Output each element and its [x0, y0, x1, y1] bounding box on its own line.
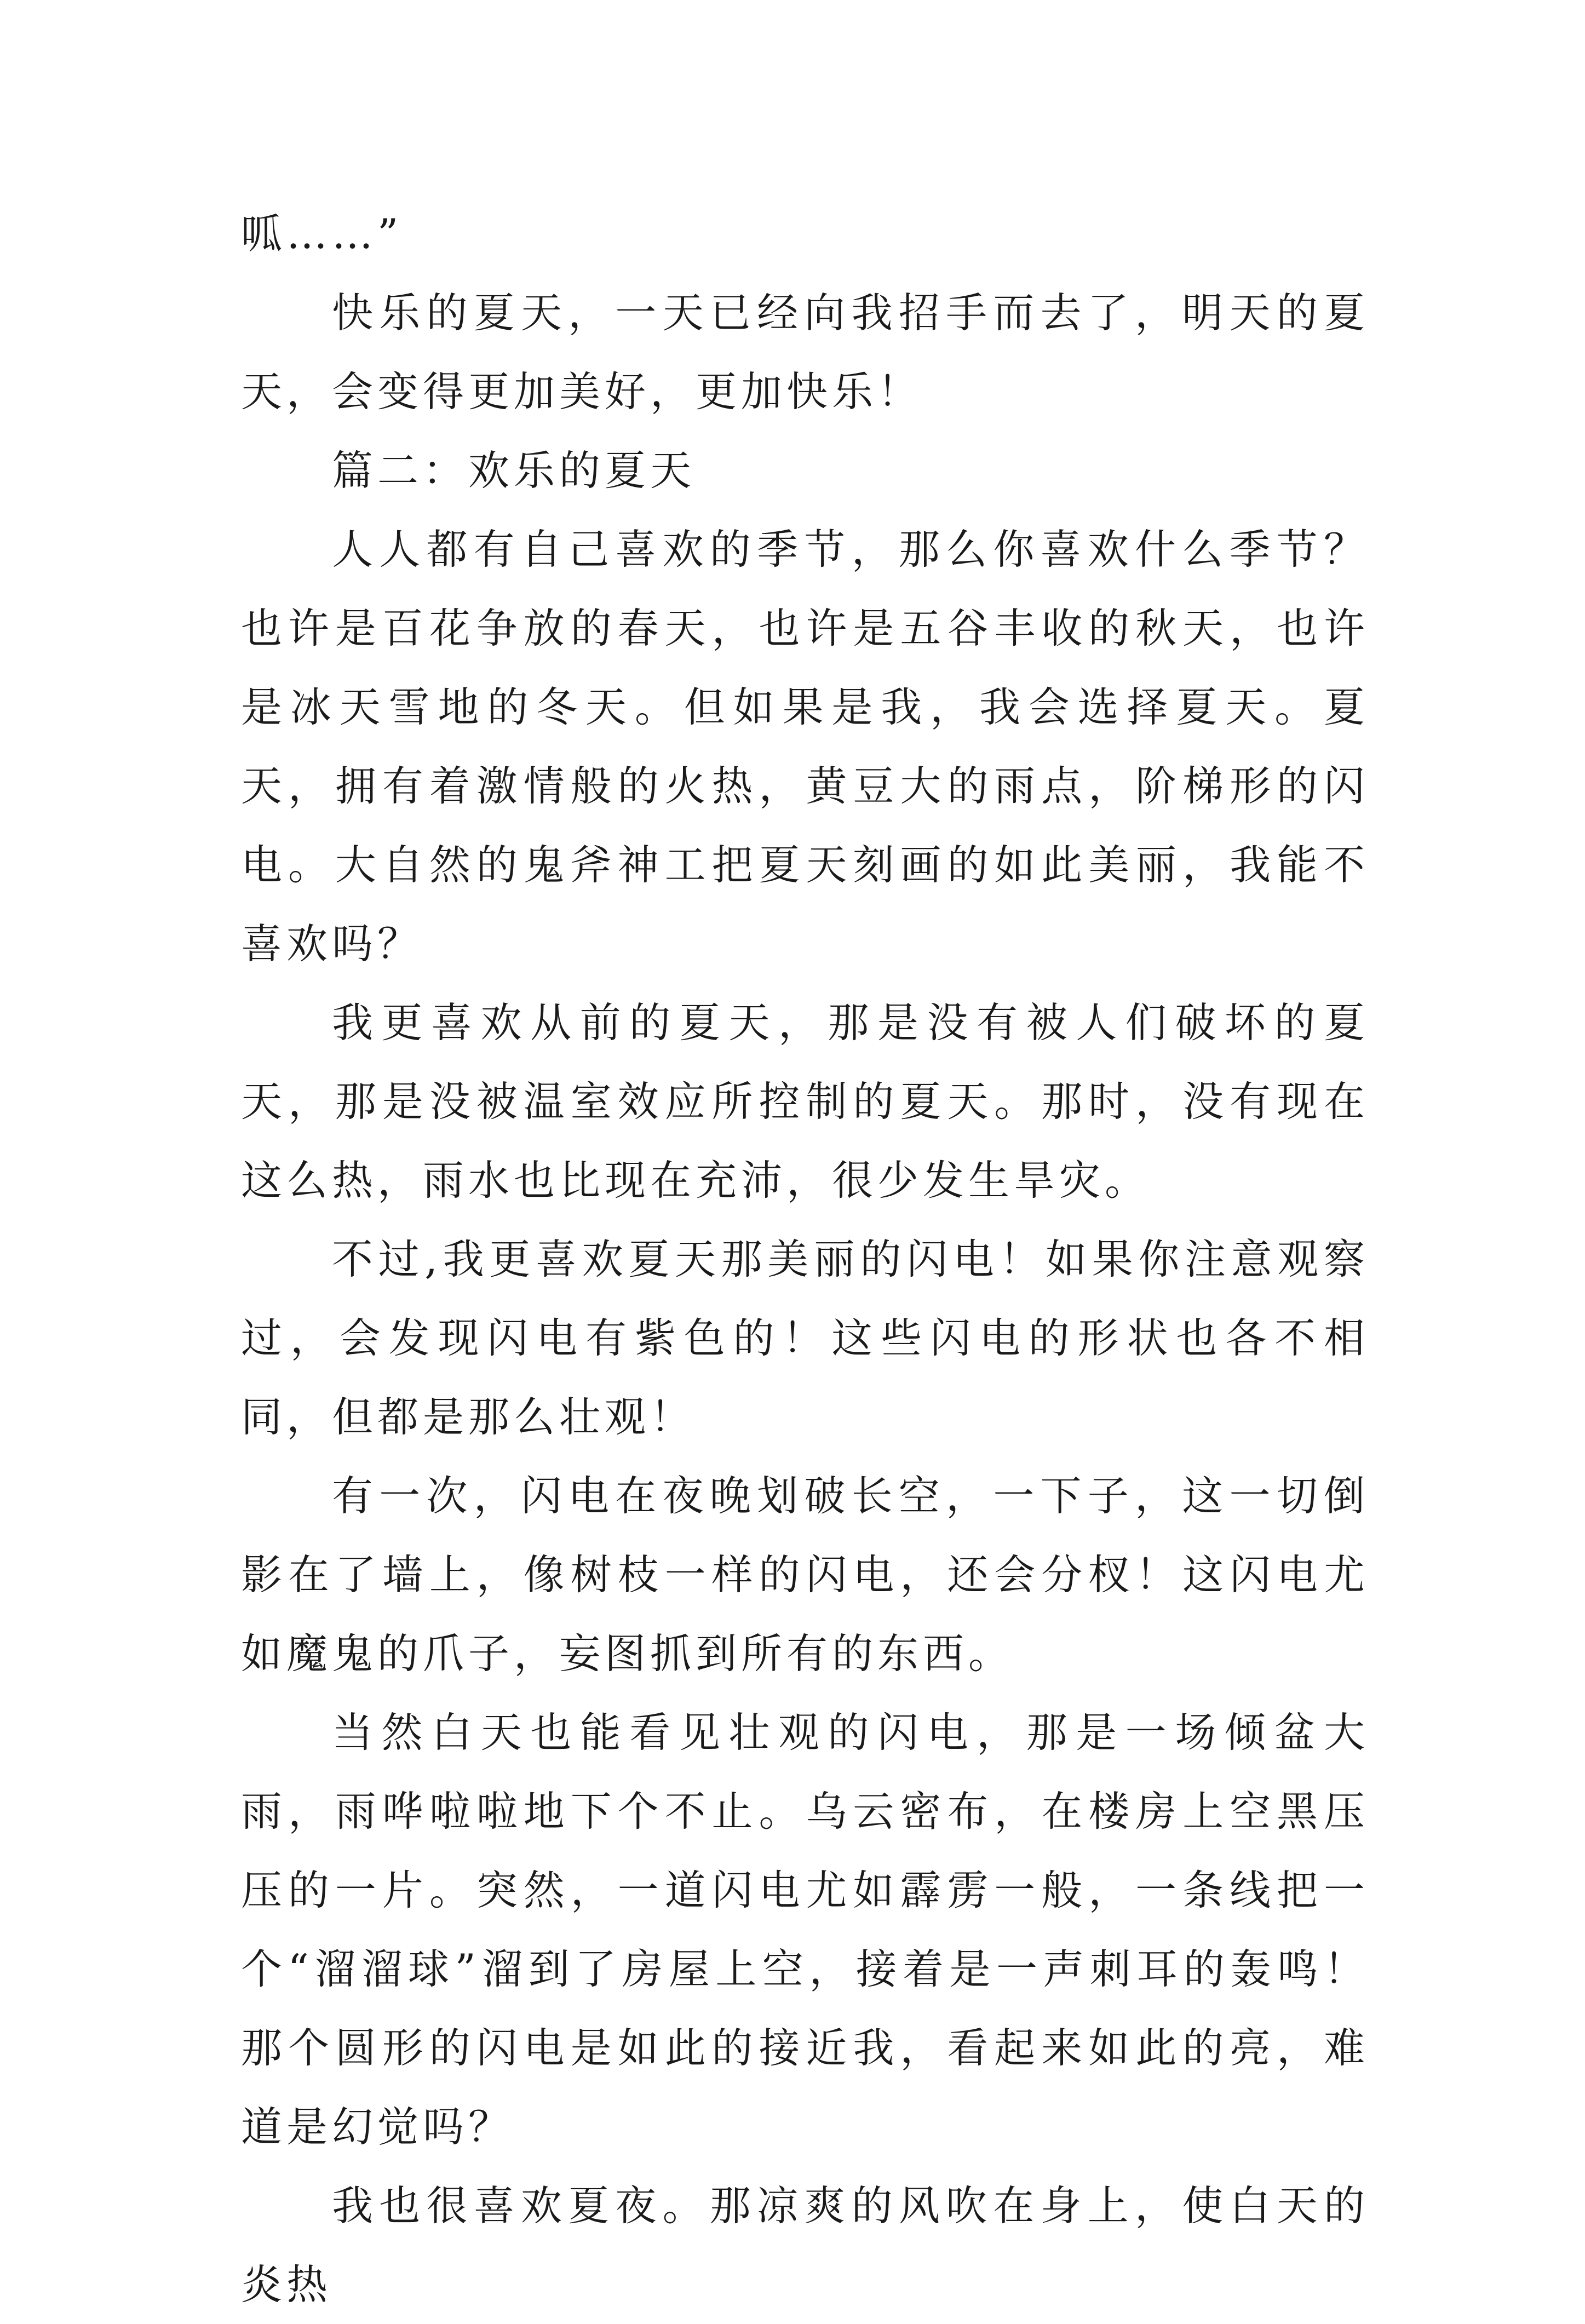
paragraph-8: 我也很喜欢夏夜。那凉爽的风吹在身上，使白天的炎热: [241, 2182, 1369, 2309]
paragraph-7: 当然白天也能看见壮观的闪电，那是一场倾盆大雨，雨哗啦啦地下个不止。乌云密布，在楼房上空黑压压的一片。突然，一道闪电尤如霹雳一般，一条线把一个“溜溜球”溜到了房屋上空，接着是一声刺耳的轰鸣！那个圆形的闪电是如此的接近我，看起来如此的亮，难道是幻觉吗？: [241, 1708, 1369, 2151]
paragraph-1: 呱……”: [241, 210, 403, 258]
paragraph-3: 人人都有自己喜欢的季节，那么你喜欢什么季节？也许是百花争放的春天，也许是五谷丰收的秋天，也许是冰天雪地的冬天。但如果是我，我会选择夏天。夏天，拥有着激情般的火热，黄豆大的雨点，阶梯形的闪电。大自然的鬼斧神工把夏天刻画的如此美丽，我能不喜欢吗？: [241, 525, 1369, 968]
paragraph-6: 有一次，闪电在夜晚划破长空，一下子，这一切倒影在了墙上，像树枝一样的闪电，还会分杈！这闪电尤如魔鬼的爪子，妄图抓到所有的东西。: [241, 1472, 1369, 1678]
paragraph-4: 我更喜欢从前的夏天，那是没有被人们破坏的夏天，那是没被温室效应所控制的夏天。那时，没有现在这么热，雨水也比现在充沛，很少发生旱灾。: [241, 999, 1369, 1204]
section-heading: 篇二：欢乐的夏天: [332, 446, 696, 495]
paragraph-2: 快乐的夏天，一天已经向我招手而去了，明天的夏天，会变得更加美好，更加快乐！: [241, 289, 1369, 416]
paragraph-5: 不过,我更喜欢夏天那美丽的闪电！如果你注意观察过，会发现闪电有紫色的！这些闪电的形状也各不相同，但都是那么壮观！: [241, 1235, 1369, 1441]
document-body: [241, 194, 1369, 2324]
